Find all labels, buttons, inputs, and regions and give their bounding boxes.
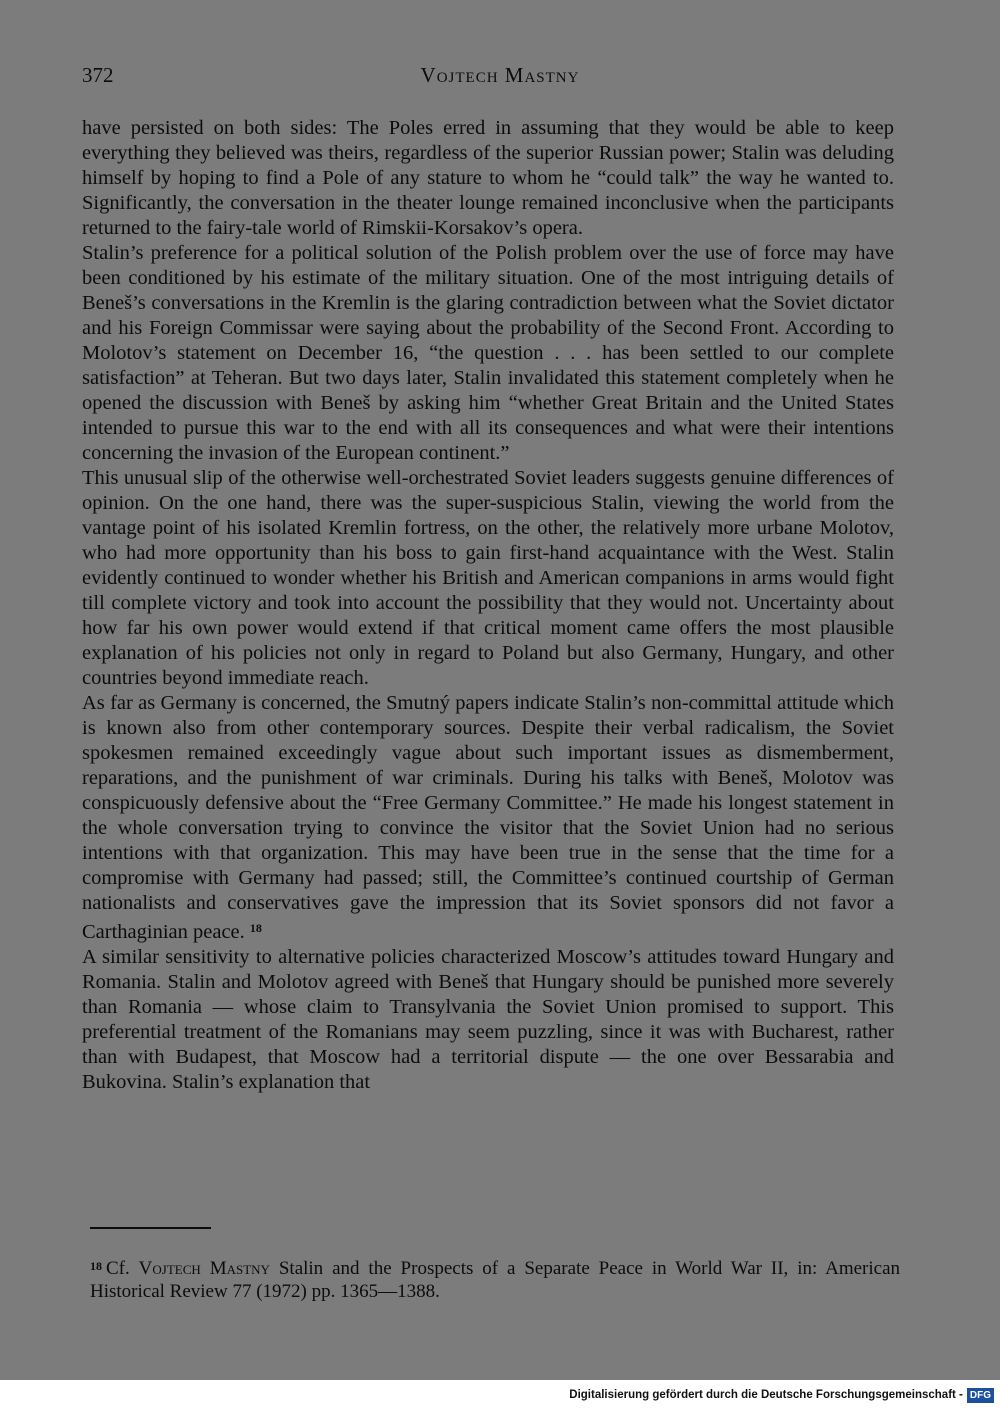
paragraph-5: A similar sensitivity to alternative policies characterized Moscow’s attitudes toward Hungary and Romania. Stalin and Molotov agreed with Beneš that Hungary should be punished more severely than Romania — whose claim to Transylvania the Soviet Union promised to support. This preferential treatment of the Romanians may seem puzzling, since it was with Bucharest, rather than with Budapest, that Moscow had a territorial dispute — the one over Bessarabia and Bukovina. Stalin’s explanation that bbox=[82, 946, 894, 1093]
footnote-prefix: Cf. bbox=[106, 1258, 130, 1279]
footnote-reference: 18 bbox=[249, 921, 262, 935]
running-head: Vojtech Mastny bbox=[420, 63, 580, 87]
page-number: 372 bbox=[82, 63, 114, 87]
credit-text: Digitalisierung gefördert durch die Deutsche Forschungsgemeinschaft - bbox=[569, 1389, 963, 1401]
footnote-author: Vojtech Mastny bbox=[138, 1258, 270, 1279]
paragraph-4-text: As far as Germany is concerned, the Smutný papers indicate Stalin’s non-committal attitude which is known also from other contemporary sources. Despite their verbal radicalism, the Soviet spokesmen remained exceedingly vague about such important issues as dismemberment, reparations, and the punishment of war criminals. During his talks with Beneš, Molotov was conspicuously defensive about the “Free Germany Committee.” He made his longest statement in the whole conversation trying to convince the visitor that the Soviet Union had no serious intentions with that organization. This may have been true in the sense that the time for a compromise with Germany had passed; still, the Committee’s continued courtship of German nationalists and conservatives gave the impression that its Soviet sponsors did not favor a Carthaginian peace. bbox=[82, 692, 894, 943]
dfg-logo: DFG bbox=[967, 1388, 994, 1403]
paragraph-3: This unusual slip of the otherwise well-orchestrated Soviet leaders suggests genuine differences of opinion. On the one hand, there was the super-suspicious Stalin, viewing the world from the vantage point of his isolated Kremlin fortress, on the other, the relatively more urbane Molotov, who had more opportunity than his boss to gain first-hand acquaintance with the West. Stalin evidently continued to wonder whether his British and American companions in arms would fight till complete victory and took into account the possibility that they would not. Uncertainty about how far his own power would extend if that critical moment came offers the most plausible explanation of his policies not only in regard to Poland but also Germany, Hungary, and other countries beyond immediate reach. bbox=[82, 467, 894, 689]
paragraph-1: have persisted on both sides: The Poles erred in assuming that they would be able to keep everything they believed was theirs, regardless of the superior Russian power; Stalin was deluding himself by hoping to find a Pole of any stature to whom he “could talk” the way he wanted to. Significantly, the conversation in the theater lounge remained inconclusive when the participants returned to the fairy-tale world of Rimskii-Korsakov’s opera. bbox=[82, 117, 894, 239]
paragraph-4 bbox=[82, 691, 894, 945]
footnote-divider bbox=[90, 1227, 211, 1229]
footnote-number: 18 bbox=[90, 1259, 102, 1273]
digitization-credit bbox=[569, 1385, 994, 1405]
body-text bbox=[82, 116, 894, 1095]
footnote-text: Stalin and the Prospects of a Separate Peace in World War II, in: American Historical Review 77 (1972) pp. 1365—1388. bbox=[90, 1258, 901, 1302]
footnote bbox=[90, 1255, 900, 1303]
paragraph-2: Stalin’s preference for a political solution of the Polish problem over the use of force may have been conditioned by his estimate of the military situation. One of the most intriguing details of Beneš’s conversations in the Kremlin is the glaring contradiction between what the Soviet dictator and his Foreign Commissar were saying about the probability of the Second Front. According to Molotov’s statement on December 16, “the question . . . has been settled to our complete satisfaction” at Teheran. But two days later, Stalin invalidated this statement completely when he opened the discussion with Beneš by asking him “whether Great Britain and the United States intended to pursue this war to the end with all its consequences and what were their intentions concerning the invasion of the European continent.” bbox=[82, 242, 894, 464]
